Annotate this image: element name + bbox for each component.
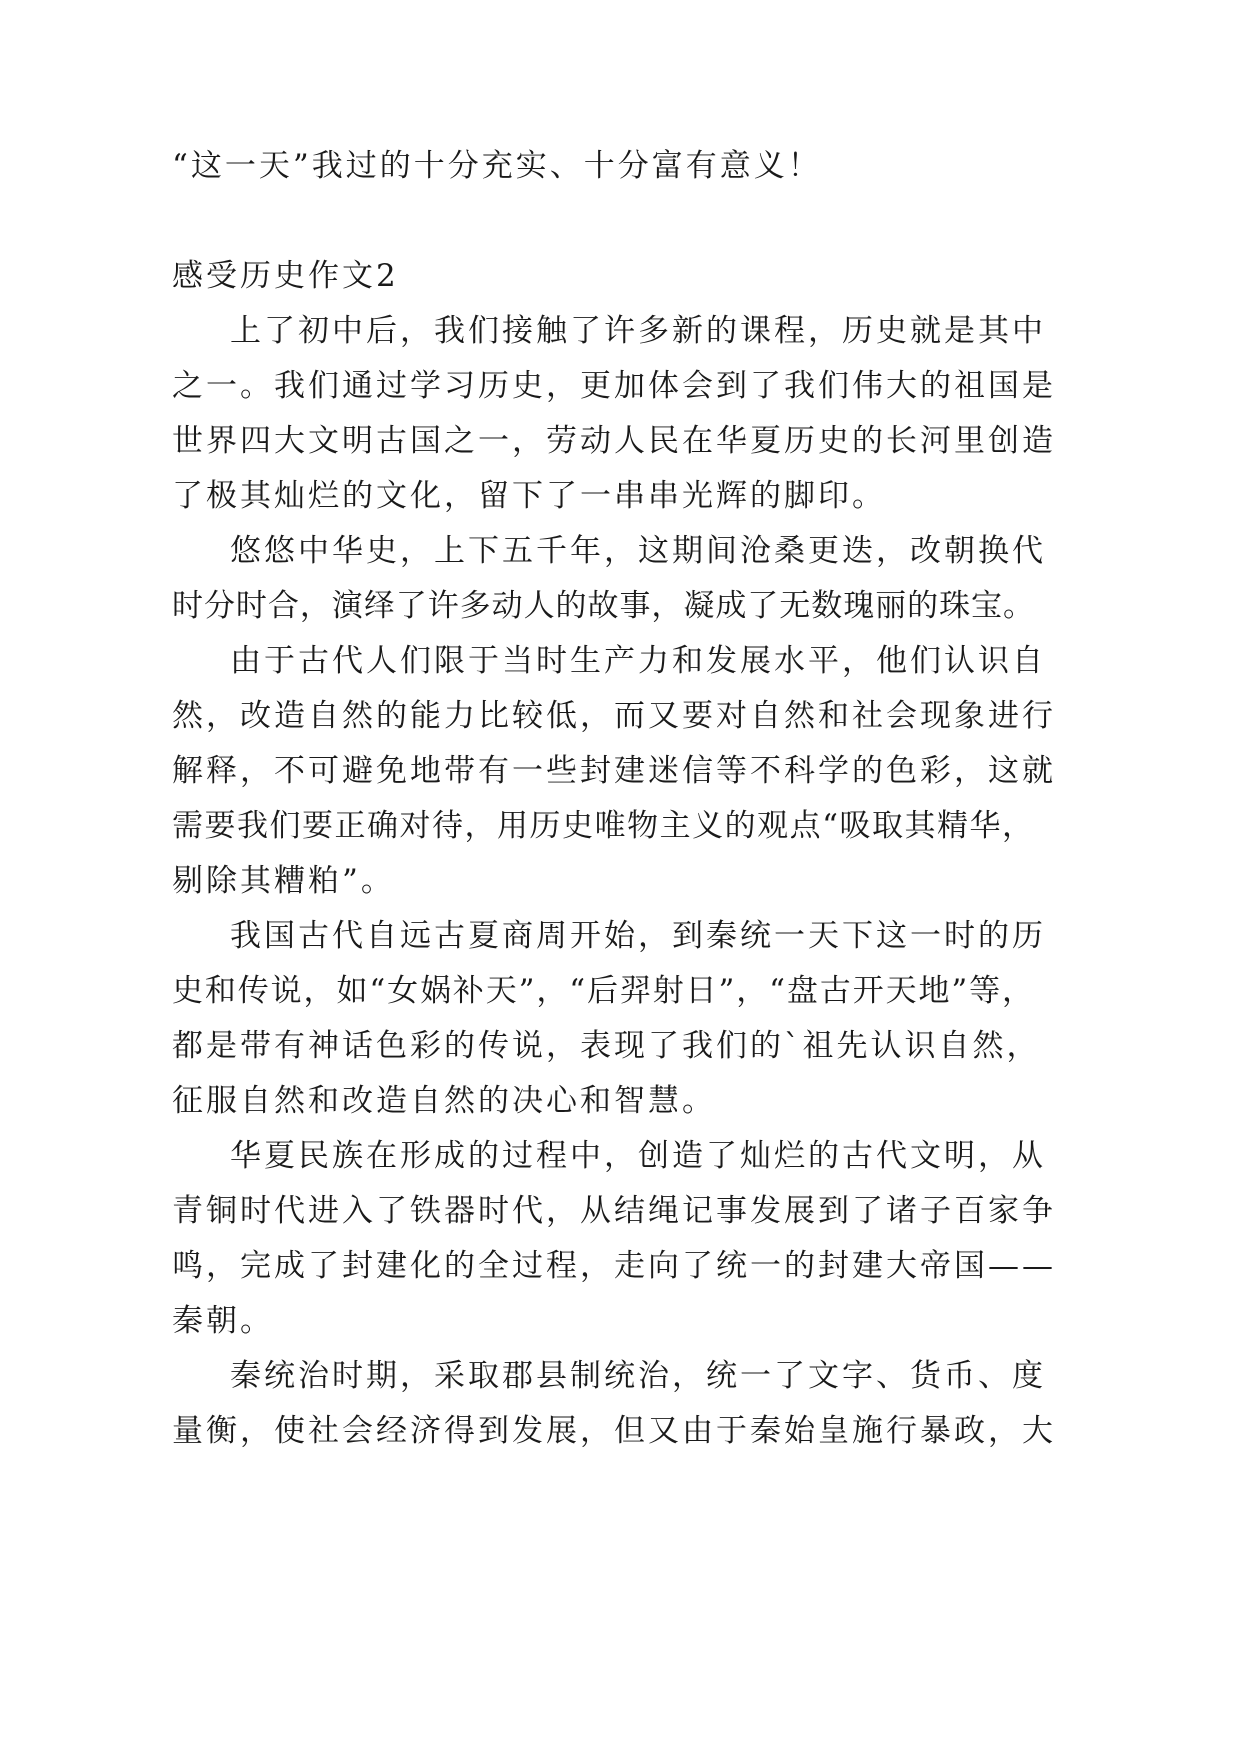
paragraph-line: 剔除其糟粕”。 xyxy=(172,863,395,899)
section-title: 感受历史作文2 xyxy=(172,258,399,294)
paragraph-line: 量衡，使社会经济得到发展，但又由于秦始皇施行暴政，大 xyxy=(172,1413,1056,1449)
paragraph-line: 之一。我们通过学习历史，更加体会到了我们伟大的祖国是 xyxy=(172,368,1056,404)
paragraph-line: 我国古代自远古夏商周开始，到秦统一天下这一时的历 xyxy=(230,918,1046,954)
paragraph-line: 华夏民族在形成的过程中，创造了灿烂的古代文明，从 xyxy=(230,1138,1046,1174)
paragraph-line: 征服自然和改造自然的决心和智慧。 xyxy=(172,1083,716,1119)
paragraph-line: 由于古代人们限于当时生产力和发展水平，他们认识自 xyxy=(230,643,1046,679)
paragraph-line: 史和传说，如“女娲补天”，“后羿射日”，“盘古开天地”等， xyxy=(172,973,1034,1009)
paragraph-line: 世界四大文明古国之一，劳动人民在华夏历史的长河里创造 xyxy=(172,423,1056,459)
paragraph-line: 了极其灿烂的文化，留下了一串串光辉的脚印。 xyxy=(172,478,886,514)
paragraph-line: 悠悠中华史，上下五千年，这期间沧桑更迭，改朝换代 xyxy=(230,533,1046,569)
paragraph-line: 然，改造自然的能力比较低，而又要对自然和社会现象进行 xyxy=(172,698,1056,734)
paragraph-line: 需要我们要正确对待，用历史唯物主义的观点“吸取其精华， xyxy=(172,808,1034,844)
paragraph-line: 解释，不可避免地带有一些封建迷信等不科学的色彩，这就 xyxy=(172,753,1056,789)
paragraph-line: 青铜时代进入了铁器时代，从结绳记事发展到了诸子百家争 xyxy=(172,1193,1056,1229)
paragraph-line: 都是带有神话色彩的传说，表现了我们的`祖先认识自然， xyxy=(172,1028,1041,1064)
paragraph-line: 时分时合，演绎了许多动人的故事，凝成了无数瑰丽的珠宝。 xyxy=(172,588,1034,624)
closing-line: “这一天”我过的十分充实、十分富有意义！ xyxy=(172,148,822,184)
paragraph-line: 鸣，完成了封建化的全过程，走向了统一的封建大帝国—— xyxy=(172,1248,1056,1284)
paragraph-line: 上了初中后，我们接触了许多新的课程，历史就是其中 xyxy=(230,313,1046,349)
paragraph-line: 秦统治时期，采取郡县制统治，统一了文字、货币、度 xyxy=(230,1358,1046,1394)
paragraph-line: 秦朝。 xyxy=(172,1303,274,1339)
